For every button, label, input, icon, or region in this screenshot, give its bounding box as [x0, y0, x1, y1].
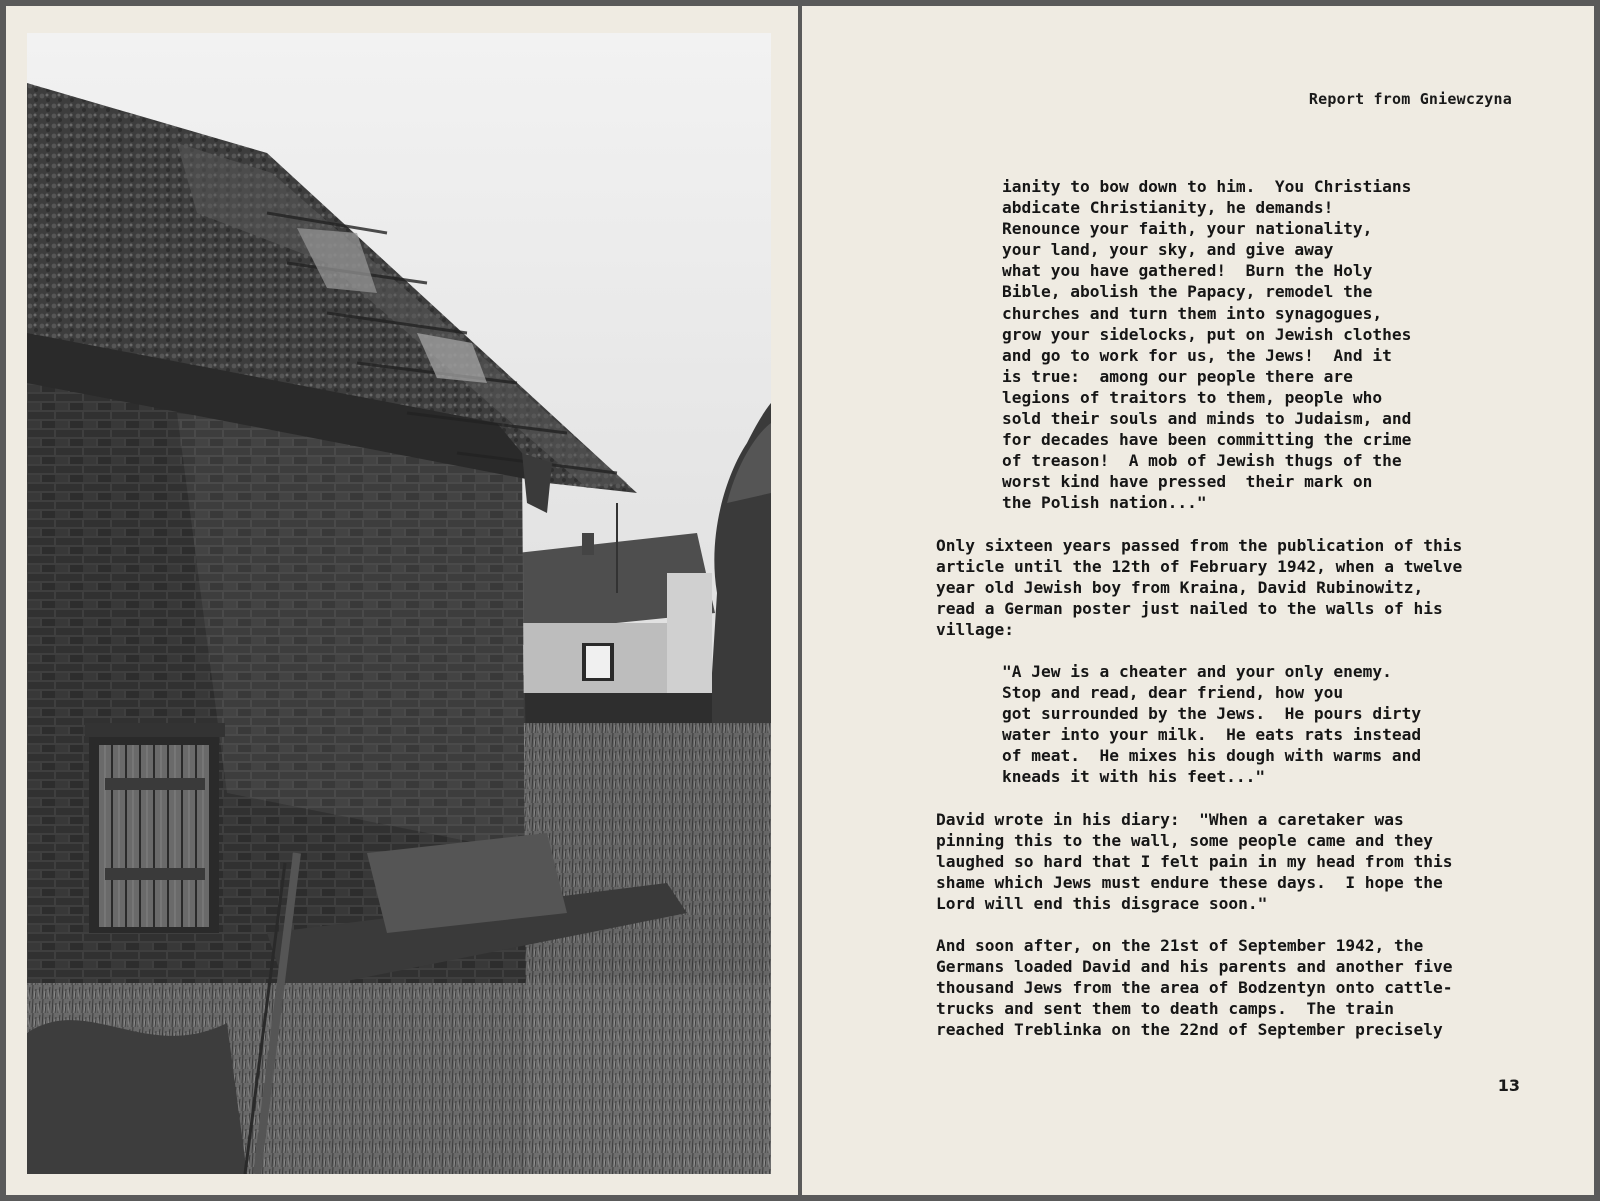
- block-quote-poster: "A Jew is a cheater and your only enemy. Stop and read, dear friend, how you got surrounded by the Jews. He pours dirty water into your milk. He eats rats instead of meat. He mixes his dough with warms and kneads it with his feet...": [1002, 661, 1422, 787]
- block-quote-article: ianity to bow down to him. You Christians abdicate Christianity, he demands! Renounce your faith, your nationality, your land, your sky, and give away what you have gathered! Burn the Holy Bible, abolish the Papacy, remodel the churches and turn them into synagogues, grow your sidelocks, put on Jewish clothes and go to work for us, the Jews! And it is true: among our people there are legions of traitors to them, people who sold their souls and minds to Judaism, and for decades have been committing the crime of treason! A mob of Jewish thugs of the worst kind have pressed their mark on the Polish nation...": [1002, 177, 1412, 513]
- body-text: [936, 176, 1536, 1040]
- page-number: 13: [1497, 1076, 1520, 1095]
- right-page: [802, 6, 1594, 1195]
- book-spread: [6, 6, 1594, 1195]
- running-head: Report from Gniewczyna: [1308, 90, 1512, 108]
- paragraph-diary: David wrote in his diary: "When a caretaker was pinning this to the wall, some people came and they laughed so hard that I felt pain in my head from this shame which Jews must endure these days. I hope the Lord will end this disgrace soon.": [936, 809, 1453, 913]
- paragraph-deportation: And soon after, on the 21st of September 1942, the Germans loaded David and his parents and another five thousand Jews from the area of Bodzentyn onto cattle- trucks and sent them to death camps. The train reached Treblinka on the 22nd of September precisely: [936, 936, 1453, 1040]
- barn-photograph: [27, 33, 771, 1174]
- left-page: [6, 6, 798, 1195]
- paragraph-sixteen-years: Only sixteen years passed from the publication of this article until the 12th of February 1942, when a twelve year old Jewish boy from Kraina, David Rubinowitz, read a German poster just nailed to the walls of his village:: [936, 535, 1463, 639]
